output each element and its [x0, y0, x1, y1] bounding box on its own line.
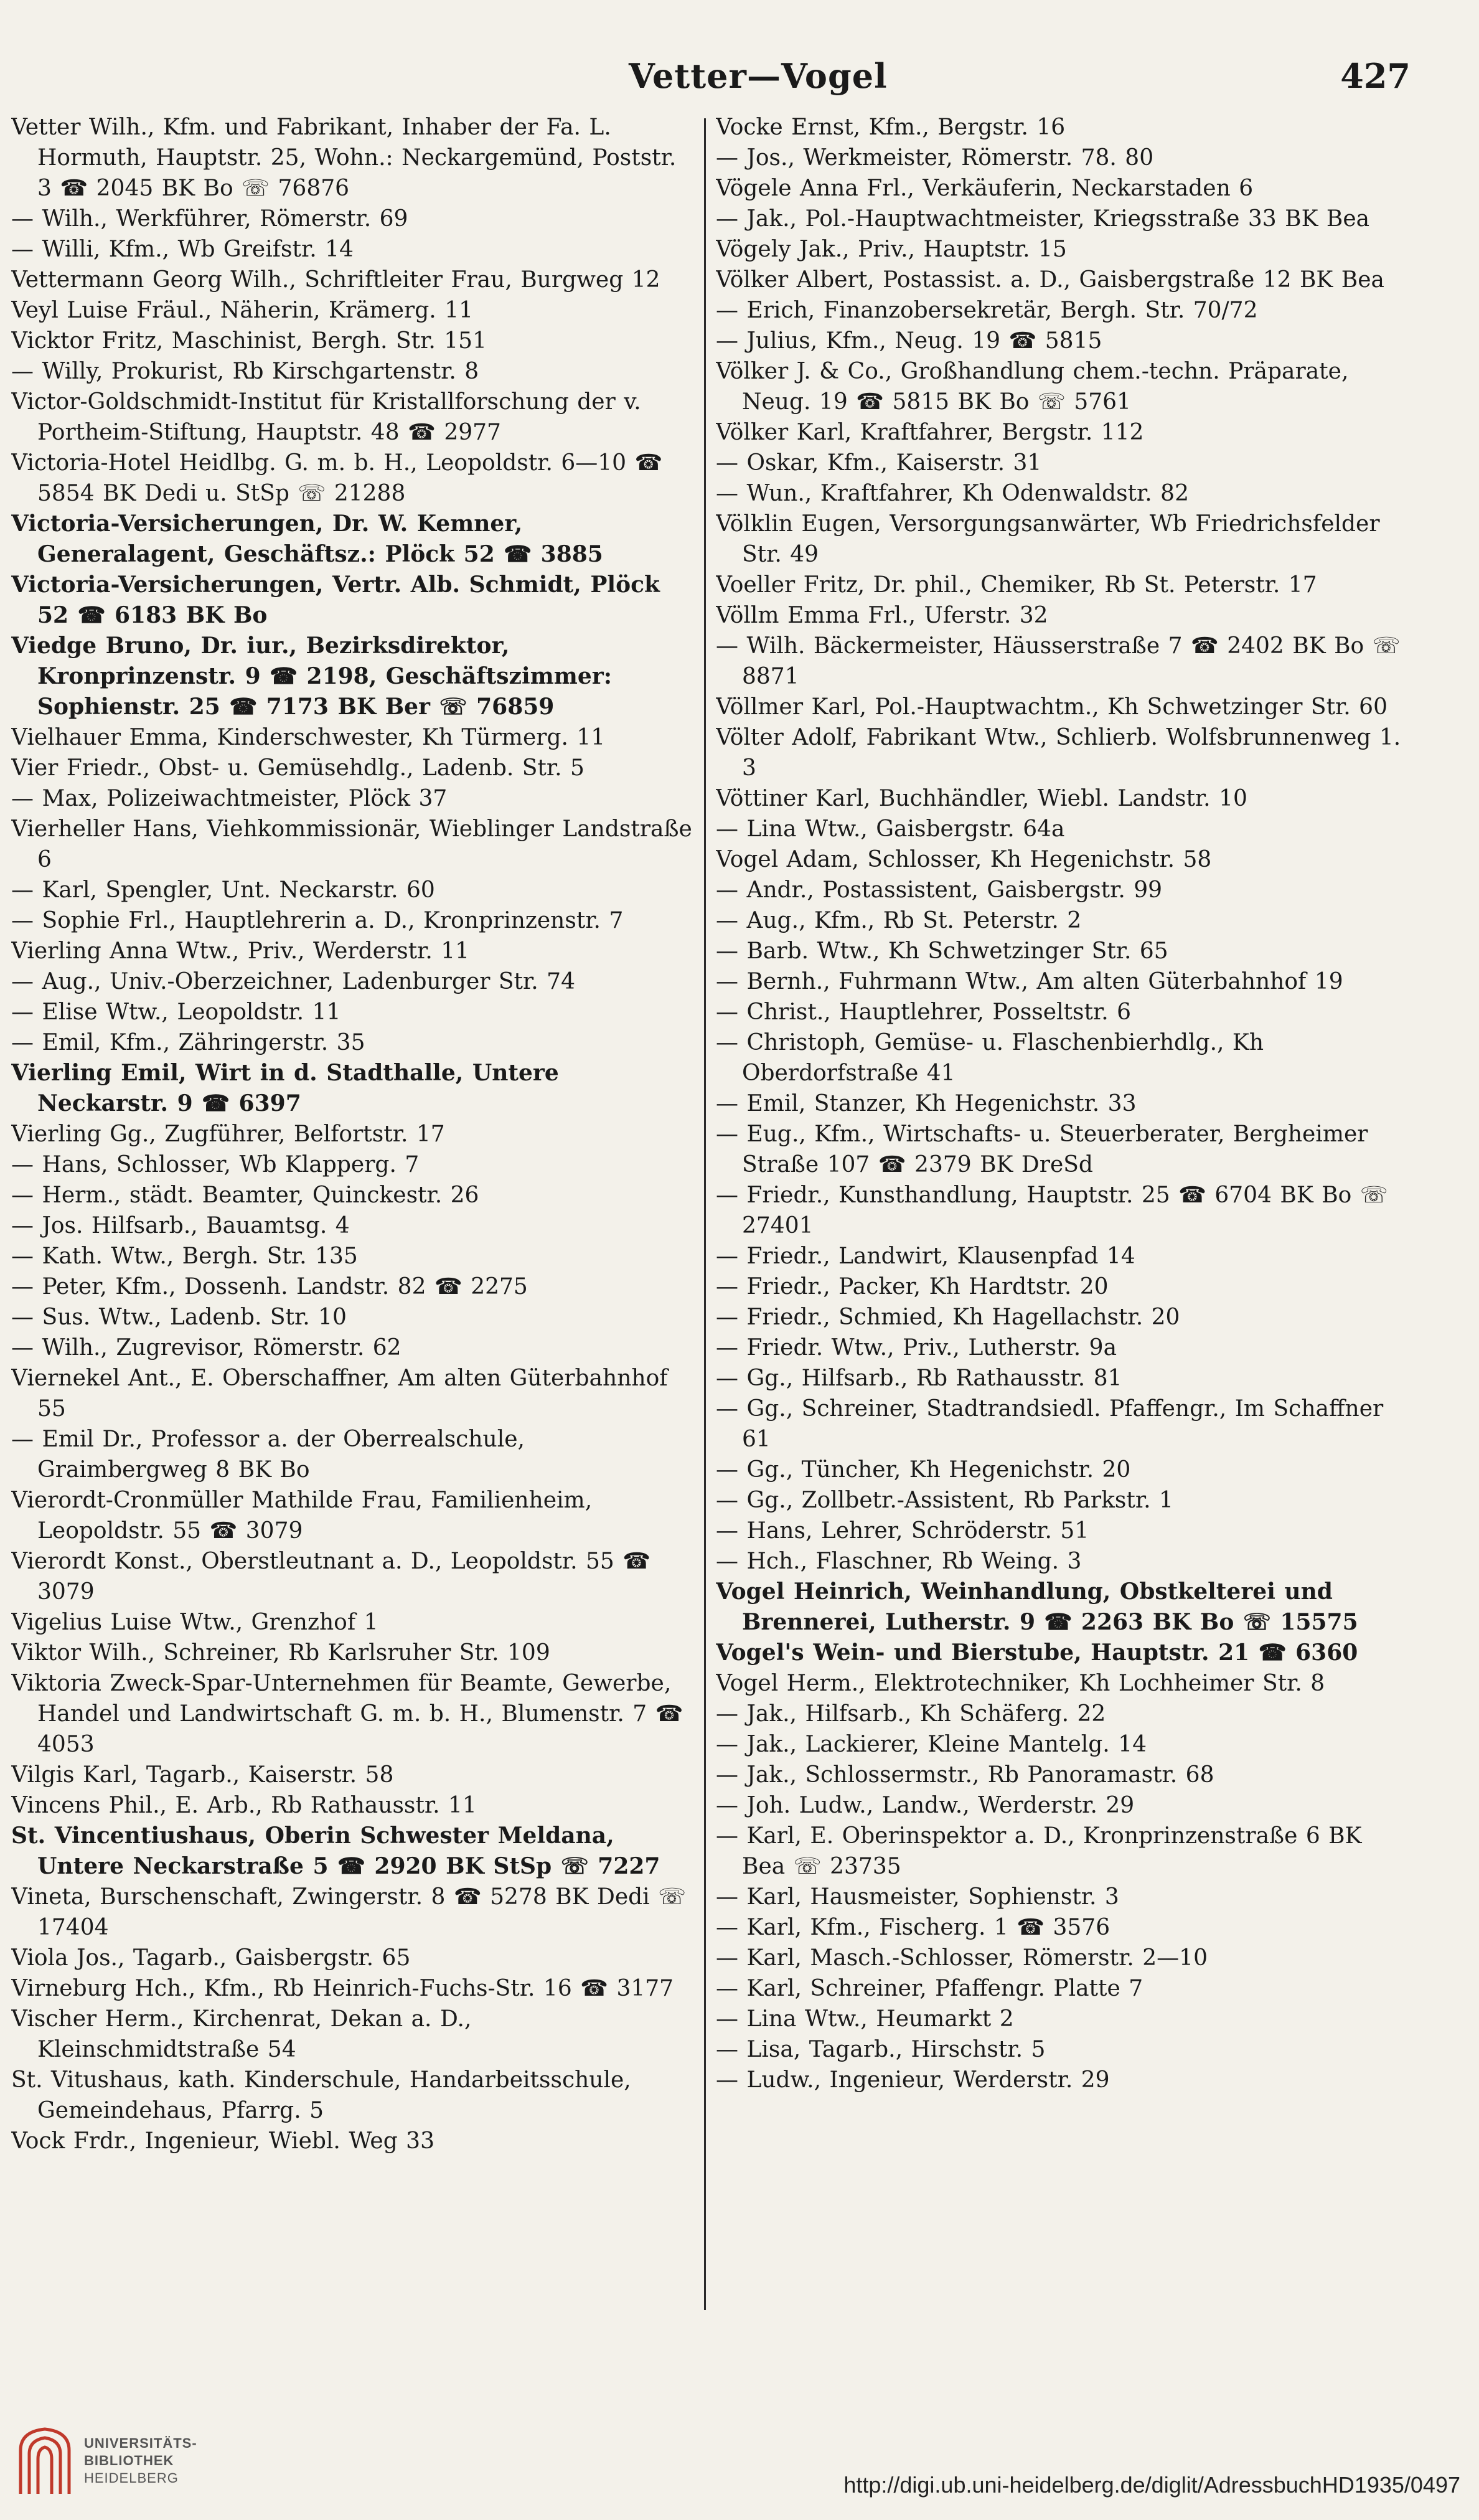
- directory-entry: — Andr., Postassistent, Gaisbergstr. 99: [716, 877, 1163, 903]
- directory-entry: Völker Albert, Postassist. a. D., Gaisbergstraße 12 BK Bea: [716, 267, 1384, 293]
- directory-entry: — Christoph, Gemüse- u. Flaschenbierhdlg., Kh Oberdorfstraße 41: [716, 1030, 1264, 1086]
- directory-entry: — Barb. Wtw., Kh Schwetzinger Str. 65: [716, 938, 1168, 964]
- directory-entry: Vierheller Hans, Viehkommissionär, Wieblinger Landstraße 6: [11, 816, 692, 872]
- directory-entry: Victoria-Hotel Heidlbg. G. m. b. H., Leopoldstr. 6—10 ☎ 5854 BK Dedi u. StSp ☏ 21288: [11, 450, 663, 506]
- page-number: 427: [1340, 56, 1411, 96]
- directory-entry: — Friedr., Schmied, Kh Hagellachstr. 20: [716, 1305, 1180, 1330]
- directory-entry: — Herm., städt. Beamter, Quinckestr. 26: [11, 1182, 479, 1208]
- directory-entry: — Bernh., Fuhrmann Wtw., Am alten Güterbahnhof 19: [716, 969, 1343, 994]
- directory-entry: — Sus. Wtw., Ladenb. Str. 10: [11, 1305, 347, 1330]
- directory-entry: — Sophie Frl., Hauptlehrerin a. D., Kronprinzenstr. 7: [11, 908, 624, 933]
- directory-entry: — Emil Dr., Professor a. der Oberrealschule, Graimbergweg 8 BK Bo: [11, 1427, 525, 1483]
- directory-entry: — Karl, Spengler, Unt. Neckarstr. 60: [11, 877, 435, 903]
- directory-entry: Vock Frdr., Ingenieur, Wiebl. Weg 33: [11, 2128, 434, 2154]
- directory-entry: — Friedr., Kunsthandlung, Hauptstr. 25 ☎ 6704 BK Bo ☏ 27401: [716, 1182, 1388, 1239]
- directory-entry: Viola Jos., Tagarb., Gaisbergstr. 65: [11, 1945, 411, 1971]
- directory-entry: Vogel Adam, Schlosser, Kh Hegenichstr. 58: [716, 847, 1212, 872]
- directory-entry: Völter Adolf, Fabrikant Wtw., Schlierb. Wolfsbrunnenweg 1. 3: [716, 725, 1401, 781]
- directory-entry: — Jak., Hilfsarb., Kh Schäferg. 22: [716, 1701, 1106, 1727]
- directory-entry: — Emil, Kfm., Zähringerstr. 35: [11, 1030, 365, 1055]
- directory-entry: Victor-Goldschmidt-Institut für Kristallforschung der v. Portheim-Stiftung, Hauptstr. 48 ☎ 2977: [11, 389, 641, 445]
- directory-entry: Vocke Ernst, Kfm., Bergstr. 16: [716, 115, 1066, 140]
- directory-entry: — Wilh. Bäckermeister, Häusserstraße 7 ☎ 2402 BK Bo ☏ 8871: [716, 633, 1401, 689]
- directory-entry: — Jos. Hilfsarb., Bauamtsg. 4: [11, 1213, 350, 1239]
- directory-entry: — Lisa, Tagarb., Hirschstr. 5: [716, 2037, 1046, 2062]
- right-column: [716, 112, 1413, 2323]
- directory-entry: Völlmer Karl, Pol.-Hauptwachtm., Kh Schwetzinger Str. 60: [716, 694, 1387, 720]
- directory-entry: Vier Friedr., Obst- u. Gemüsehdlg., Ladenb. Str. 5: [11, 755, 585, 781]
- directory-entry: Vögely Jak., Priv., Hauptstr. 15: [716, 237, 1067, 262]
- directory-entry: — Friedr., Landwirt, Klausenpfad 14: [716, 1243, 1135, 1269]
- directory-entry: — Willy, Prokurist, Rb Kirschgartenstr. 8: [11, 359, 479, 384]
- directory-entry: Vogel Heinrich, Weinhandlung, Obstkelterei und Brennerei, Lutherstr. 9 ☎ 2263 BK Bo ☏ 15575: [716, 1579, 1358, 1635]
- directory-entry: — Hans, Lehrer, Schröderstr. 51: [716, 1518, 1089, 1544]
- library-name-line: UNIVERSITÄTS-: [84, 2435, 197, 2451]
- directory-entry: Viktoria Zweck-Spar-Unternehmen für Beamte, Gewerbe, Handel und Landwirtschaft G. m. b. H., Blumenstr. 7 ☎ 4053: [11, 1671, 683, 1757]
- directory-entry: — Karl, Schreiner, Pfaffengr. Platte 7: [716, 1976, 1143, 2001]
- directory-entry: Vierling Anna Wtw., Priv., Werderstr. 11: [11, 938, 470, 964]
- directory-entry: — Wun., Kraftfahrer, Kh Odenwaldstr. 82: [716, 481, 1189, 506]
- directory-entry: — Willi, Kfm., Wb Greifstr. 14: [11, 237, 354, 262]
- directory-entry: Voeller Fritz, Dr. phil., Chemiker, Rb St. Peterstr. 17: [716, 572, 1317, 598]
- library-logo-icon: [16, 2425, 75, 2500]
- directory-entry: Vischer Herm., Kirchenrat, Dekan a. D., Kleinschmidtstraße 54: [11, 2006, 472, 2062]
- directory-entry: Vetter Wilh., Kfm. und Fabrikant, Inhaber der Fa. L. Hormuth, Hauptstr. 25, Wohn.: Neckargemünd, Poststr. 3 ☎ 2045 BK Bo ☏ 76876: [11, 115, 677, 201]
- directory-entry: Völker J. & Co., Großhandlung chem.-techn. Präparate, Neug. 19 ☎ 5815 BK Bo ☏ 5761: [716, 359, 1349, 415]
- directory-entry: St. Vitushaus, kath. Kinderschule, Handarbeitsschule, Gemeindehaus, Pfarrg. 5: [11, 2067, 631, 2123]
- library-name: [84, 2435, 197, 2487]
- directory-entry: — Elise Wtw., Leopoldstr. 11: [11, 999, 341, 1025]
- directory-entry: Vöttiner Karl, Buchhändler, Wiebl. Landstr. 10: [716, 786, 1247, 811]
- directory-entry: — Aug., Kfm., Rb St. Peterstr. 2: [716, 908, 1082, 933]
- directory-entry: Völker Karl, Kraftfahrer, Bergstr. 112: [716, 420, 1144, 445]
- directory-entry: — Julius, Kfm., Neug. 19 ☎ 5815: [716, 328, 1102, 354]
- directory-entry: Vielhauer Emma, Kinderschwester, Kh Türmerg. 11: [11, 725, 606, 750]
- directory-entry: Vogel Herm., Elektrotechniker, Kh Lochheimer Str. 8: [716, 1671, 1325, 1696]
- directory-entry: — Karl, Kfm., Fischerg. 1 ☎ 3576: [716, 1915, 1110, 1940]
- directory-entry: — Karl, Masch.-Schlosser, Römerstr. 2—10: [716, 1945, 1208, 1971]
- directory-entry: — Karl, E. Oberinspektor a. D., Kronprinzenstraße 6 BK Bea ☏ 23735: [716, 1823, 1362, 1879]
- directory-entry: — Hans, Schlosser, Wb Klapperg. 7: [11, 1152, 420, 1177]
- directory-entry: — Aug., Univ.-Oberzeichner, Ladenburger Str. 74: [11, 969, 575, 994]
- directory-entry: — Christ., Hauptlehrer, Posseltstr. 6: [716, 999, 1132, 1025]
- directory-entry: Vigelius Luise Wtw., Grenzhof 1: [11, 1610, 378, 1635]
- directory-entry: — Oskar, Kfm., Kaiserstr. 31: [716, 450, 1042, 476]
- directory-entry: Völlm Emma Frl., Uferstr. 32: [716, 603, 1048, 628]
- directory-entry: — Emil, Stanzer, Kh Hegenichstr. 33: [716, 1091, 1137, 1116]
- directory-entry: — Karl, Hausmeister, Sophienstr. 3: [716, 1884, 1119, 1910]
- directory-entry: Vilgis Karl, Tagarb., Kaiserstr. 58: [11, 1762, 394, 1788]
- directory-entry: Vierordt Konst., Oberstleutnant a. D., Leopoldstr. 55 ☎ 3079: [11, 1549, 651, 1605]
- directory-entry: — Wilh., Zugrevisor, Römerstr. 62: [11, 1335, 401, 1361]
- directory-entry: Victoria-Versicherungen, Vertr. Alb. Schmidt, Plöck 52 ☎ 6183 BK Bo: [11, 572, 660, 628]
- directory-entry: — Jos., Werkmeister, Römerstr. 78. 80: [716, 145, 1154, 171]
- directory-entry: Victoria-Versicherungen, Dr. W. Kemner, Generalagent, Geschäftsz.: Plöck 52 ☎ 3885: [11, 511, 603, 567]
- library-name-line: HEIDELBERG: [84, 2470, 179, 2486]
- directory-entry: Vicktor Fritz, Maschinist, Bergh. Str. 151: [11, 328, 487, 354]
- directory-entry: Vineta, Burschenschaft, Zwingerstr. 8 ☎ 5278 BK Dedi ☏ 17404: [11, 1884, 687, 1940]
- directory-entry: Vettermann Georg Wilh., Schriftleiter Frau, Burgweg 12: [11, 267, 660, 293]
- directory-entry: — Joh. Ludw., Landw., Werderstr. 29: [716, 1793, 1135, 1818]
- directory-entry: — Erich, Finanzobersekretär, Bergh. Str. 70/72: [716, 298, 1258, 323]
- directory-entry: — Friedr., Packer, Kh Hardtstr. 20: [716, 1274, 1109, 1300]
- directory-entry: St. Vincentiushaus, Oberin Schwester Meldana, Untere Neckarstraße 5 ☎ 2920 BK StSp ☏ 7227: [11, 1823, 660, 1879]
- directory-entry: — Eug., Kfm., Wirtschafts- u. Steuerberater, Bergheimer Straße 107 ☎ 2379 BK DreSd: [716, 1121, 1368, 1177]
- directory-entry: Viernekel Ant., E. Oberschaffner, Am alten Güterbahnhof 55: [11, 1366, 668, 1422]
- directory-entry: Vierling Gg., Zugführer, Belfortstr. 17: [11, 1121, 445, 1147]
- page-header: [0, 45, 1479, 101]
- directory-entry: — Lina Wtw., Gaisbergstr. 64a: [716, 816, 1065, 842]
- directory-entry: Viedge Bruno, Dr. iur., Bezirksdirektor, Kronprinzenstr. 9 ☎ 2198, Geschäftszimmer: Sophienstr. 25 ☎ 7173 BK Ber ☏ 76859: [11, 633, 612, 720]
- directory-entry: — Kath. Wtw., Bergh. Str. 135: [11, 1243, 358, 1269]
- directory-entry: — Hch., Flaschner, Rb Weing. 3: [716, 1549, 1082, 1574]
- directory-entry: — Jak., Lackierer, Kleine Mantelg. 14: [716, 1732, 1147, 1757]
- library-name-line: BIBLIOTHEK: [84, 2453, 174, 2468]
- directory-entry: Virneburg Hch., Kfm., Rb Heinrich-Fuchs-Str. 16 ☎ 3177: [11, 1976, 674, 2001]
- column-divider: [704, 118, 706, 2310]
- directory-entry: — Friedr. Wtw., Priv., Lutherstr. 9a: [716, 1335, 1117, 1361]
- directory-entry: — Jak., Schlossermstr., Rb Panoramastr. 68: [716, 1762, 1214, 1788]
- directory-entry: — Lina Wtw., Heumarkt 2: [716, 2006, 1014, 2032]
- directory-entry: — Gg., Schreiner, Stadtrandsiedl. Pfaffengr., Im Schaffner 61: [716, 1396, 1384, 1452]
- directory-entry: — Gg., Zollbetr.-Assistent, Rb Parkstr. 1: [716, 1488, 1173, 1513]
- directory-entry: Völklin Eugen, Versorgungsanwärter, Wb Friedrichsfelder Str. 49: [716, 511, 1380, 567]
- directory-entry: Vincens Phil., E. Arb., Rb Rathausstr. 11: [11, 1793, 477, 1818]
- directory-entry: — Wilh., Werkführer, Römerstr. 69: [11, 206, 408, 232]
- directory-entry: — Gg., Hilfsarb., Rb Rathausstr. 81: [716, 1366, 1122, 1391]
- directory-entry: Vierling Emil, Wirt in d. Stadthalle, Untere Neckarstr. 9 ☎ 6397: [11, 1060, 559, 1116]
- directory-entry: Vogel's Wein- und Bierstube, Hauptstr. 21 ☎ 6360: [716, 1640, 1358, 1666]
- directory-entry: — Max, Polizeiwachtmeister, Plöck 37: [11, 786, 448, 811]
- running-title: Vetter—Vogel: [629, 56, 888, 96]
- directory-entry: Veyl Luise Fräul., Näherin, Krämerg. 11: [11, 298, 474, 323]
- directory-entry: — Peter, Kfm., Dossenh. Landstr. 82 ☎ 2275: [11, 1274, 528, 1300]
- directory-entry: Vögele Anna Frl., Verkäuferin, Neckarstaden 6: [716, 176, 1254, 201]
- directory-entry: — Gg., Tüncher, Kh Hegenichstr. 20: [716, 1457, 1131, 1483]
- directory-entry: Viktor Wilh., Schreiner, Rb Karlsruher Str. 109: [11, 1640, 550, 1666]
- page-footer: [0, 2366, 1479, 2520]
- source-url[interactable]: http://digi.ub.uni-heidelberg.de/diglit/AdressbuchHD1935/0497: [843, 2472, 1460, 2498]
- left-column: [11, 112, 696, 2323]
- directory-entry: Vierordt-Cronmüller Mathilde Frau, Familienheim, Leopoldstr. 55 ☎ 3079: [11, 1488, 593, 1544]
- directory-entry: — Jak., Pol.-Hauptwachtmeister, Kriegsstraße 33 BK Bea: [716, 206, 1370, 232]
- directory-entry: — Ludw., Ingenieur, Werderstr. 29: [716, 2067, 1110, 2093]
